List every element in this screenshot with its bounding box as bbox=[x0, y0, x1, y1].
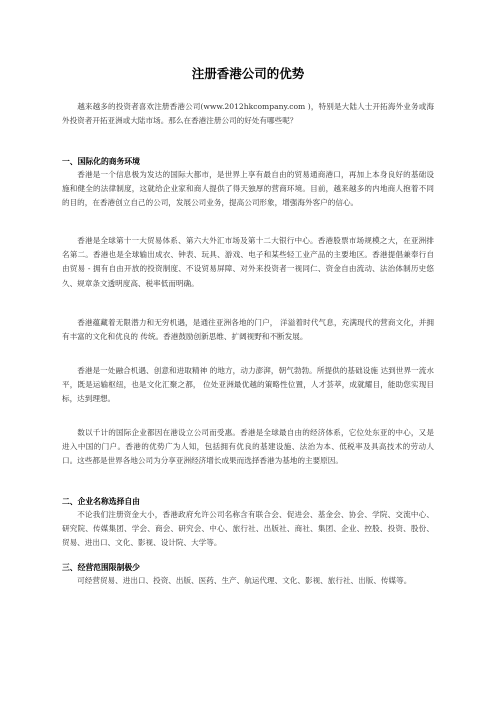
section-2-paragraph-1: 不论我们注册资金大小，香港政府允许公司名称含有联合会、促进会、基金会、协会、学院、交流中心、研究院、传媒集团、学会、商会、研究会、中心、旅行社、出版社、商社、集团、企业、控股、投资、股份、贸易、进出口、文化、影视、设计院、大学等。 bbox=[62, 510, 434, 548]
document-title: 注册香港公司的优势 bbox=[191, 66, 305, 81]
section-1-paragraph-1: 香港是一个信息极为发达的国际大都市，是世界上享有最自由的贸易通商港口，再加上本身良好的基础设施和健全的法律制度，这就给企业家和商人提供了得天独厚的营商环境。目前，越来越多的内地商人抱着不同的目的，在香港创立自己的公司，发展公司业务，提高公司形象，增强海外客户的信心。 bbox=[62, 170, 434, 208]
section-1-paragraph-2: 香港是全球第十一大贸易体系、第六大外汇市场及第十二大银行中心。香港股票市场规模之大，在亚洲排名第二。香港也是全球输出成衣、钟表、玩具、游戏、电子和某些轻工业产品的主要地区。香港提倡兼奉行自由贸易 - 拥有自由开放的投资制度、不设贸易屏障、对外来投资者一视同仁、资金自由流动、法治体制历史悠久、规章条文透明度高、税率低而明确。 bbox=[62, 236, 434, 288]
section-1-paragraph-3: 香港蕴藏着无限潜力和无穷机遇，是通往亚洲各地的门户， 洋溢着时代气息，充满现代的营商文化，并拥有丰富的文化和优良的 传统。香港鼓励创新思维、扩阔视野和不断发展。 bbox=[62, 318, 434, 342]
section-heading-international: 一、国际化的商务环境 bbox=[62, 157, 140, 166]
section-3-paragraph-1: 可经营贸易、进出口、投资、出版、医药、生产、航运代理、文化、影视、旅行社、出版、传媒等。 bbox=[77, 576, 412, 585]
section-1-paragraph-5: 数以千计的国际企业都因在港设立公司而受惠。香港是全球最自由的经济体系，它位处东亚的中心，又是进入中国的门户。香港的优势广为人知，包括拥有优良的基建设施、法治为本、低税率及具高技术的劳动人口。这些都是世界各地公司为分享亚洲经济增长成果而选择香港为基地的主要原因。 bbox=[62, 428, 434, 466]
section-1-paragraph-4: 香港是一处融合机遇、创意和进取精神 的地方，动力澎湃，朝气勃勃。所提供的基础设施 达到世界一流水平，既是运输枢纽，也是文化汇聚之都， 位处亚洲最优越的策略性位置，人才荟萃，成就耀目，能助您实现目标，达到理想。 bbox=[62, 366, 434, 404]
intro-paragraph: 越来越多的投资者喜欢注册香港公司(www.2012hkcompany.com )，特别是大陆人士开拓海外业务或海外投资者开拓亚洲或大陆市场。那么在香港注册公司的好处有哪些呢？ bbox=[62, 102, 434, 126]
section-heading-business-scope: 三、经营范围限制极少 bbox=[62, 563, 140, 572]
section-heading-company-name: 二、企业名称选择自由 bbox=[62, 497, 140, 506]
